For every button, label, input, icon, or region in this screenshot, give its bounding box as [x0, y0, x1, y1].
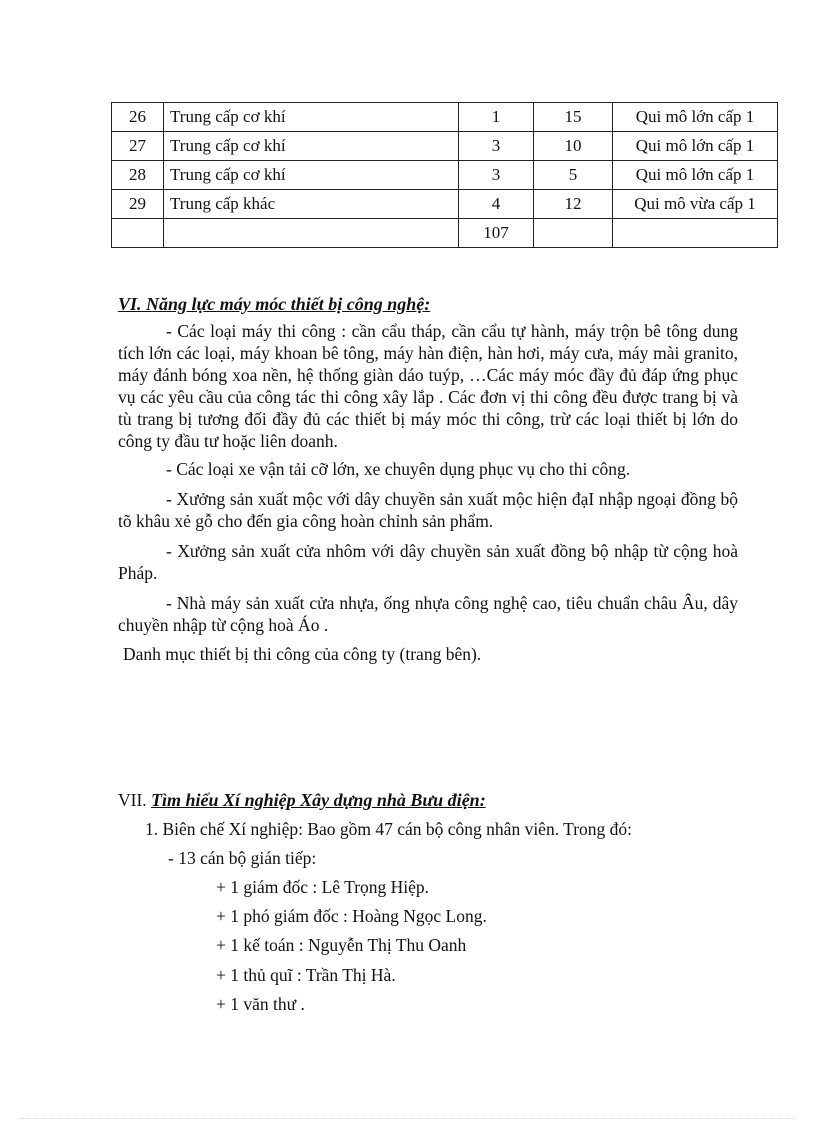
equipment-paragraph-5: - Nhà máy sản xuất cửa nhựa, ống nhựa công nghệ cao, tiêu chuẩn châu Âu, dây chuyền nhập từ cộng hoà Áo .: [118, 593, 738, 635]
table-row: [112, 103, 778, 132]
row-qualification: Trung cấp cơ khí: [164, 132, 459, 161]
staff-line-deputy-director: + 1 phó giám đốc : Hoàng Ngọc Long.: [216, 906, 487, 926]
row-scale: Qui mô lớn cấp 1: [613, 161, 778, 190]
row-count: 4: [459, 190, 534, 219]
equipment-paragraph-4: - Xưởng sản xuất cửa nhôm với dây chuyền sản xuất đồng bộ nhập từ cộng hoà Pháp.: [118, 541, 738, 583]
equipment-paragraph-3: - Xưởng sản xuất mộc với dây chuyền sản xuất mộc hiện đạI nhập ngoại đồng bộ tõ khâu xẻ gỗ cho đến gia công hoàn chỉnh sản phẩm.: [118, 489, 738, 531]
equipment-paragraph-2: - Các loại xe vận tải cỡ lớn, xe chuyên dụng phục vụ cho thi công.: [166, 459, 631, 479]
section-7-heading: [118, 789, 486, 811]
row-years: 10: [534, 132, 613, 161]
row-count: 1: [459, 103, 534, 132]
row-number: [112, 219, 164, 248]
row-qualification: [164, 219, 459, 248]
row-qualification: Trung cấp cơ khí: [164, 103, 459, 132]
row-qualification: Trung cấp cơ khí: [164, 161, 459, 190]
row-count: 3: [459, 161, 534, 190]
page-footer-divider: [20, 1118, 796, 1119]
table-row: [112, 132, 778, 161]
staff-line-accountant: + 1 kế toán : Nguyễn Thị Thu Oanh: [216, 935, 467, 955]
row-qualification: Trung cấp khác: [164, 190, 459, 219]
total-count: 107: [459, 219, 534, 248]
section-7-prefix: VII.: [118, 790, 147, 810]
row-scale: Qui mô lớn cấp 1: [613, 132, 778, 161]
staff-line-director: + 1 giám đốc : Lê Trọng Hiệp.: [216, 877, 430, 897]
row-years: 5: [534, 161, 613, 190]
row-number: 27: [112, 132, 164, 161]
row-number: 29: [112, 190, 164, 219]
row-scale: Qui mô lớn cấp 1: [613, 103, 778, 132]
row-scale: Qui mô vừa cấp 1: [613, 190, 778, 219]
staff-line-treasurer: + 1 thủ quĩ : Trần Thị Hà.: [216, 965, 396, 985]
table-total-row: [112, 219, 778, 248]
equipment-paragraph-1: - Các loại máy thi công : cần cẩu tháp, cần cẩu tự hành, máy trộn bê tông dung tích lớn các loại, máy khoan bê tông, máy hàn điện, hàn hơi, máy cưa, máy mài granito, máy đánh bóng xoa nền, hệ thống giàn dáo tuýp, …Các máy móc đầy đủ đáp ứng phục vụ các yêu cầu của công tác thi công xây lắp . Các đơn vị thi công đều được trang bị và tù trang bị tương đối đầy đủ các thiết bị máy móc thi công, trừ các loại thiết bị lớn do công ty đầu tư hoặc liên doanh.: [118, 321, 738, 451]
indirect-staff-line: - 13 cán bộ gián tiếp:: [168, 848, 317, 868]
staff-table: [111, 102, 778, 248]
equipment-list-note: Danh mục thiết bị thi công của công ty (trang bên).: [123, 644, 482, 664]
row-years: 12: [534, 190, 613, 219]
row-years: [534, 219, 613, 248]
section-6-heading: VI. Năng lực máy móc thiết bị công nghệ:: [118, 294, 431, 314]
table-row: [112, 161, 778, 190]
row-count: 3: [459, 132, 534, 161]
row-years: 15: [534, 103, 613, 132]
table-row: [112, 190, 778, 219]
section-7-title: Tìm hiểu Xí nghiệp Xây dựng nhà Bưu điện:: [151, 790, 486, 810]
row-number: 26: [112, 103, 164, 132]
staff-line-clerk: + 1 văn thư .: [216, 994, 305, 1014]
staffing-item: 1. Biên chế Xí nghiệp: Bao gồm 47 cán bộ công nhân viên. Trong đó:: [145, 819, 633, 839]
row-number: 28: [112, 161, 164, 190]
row-scale: [613, 219, 778, 248]
